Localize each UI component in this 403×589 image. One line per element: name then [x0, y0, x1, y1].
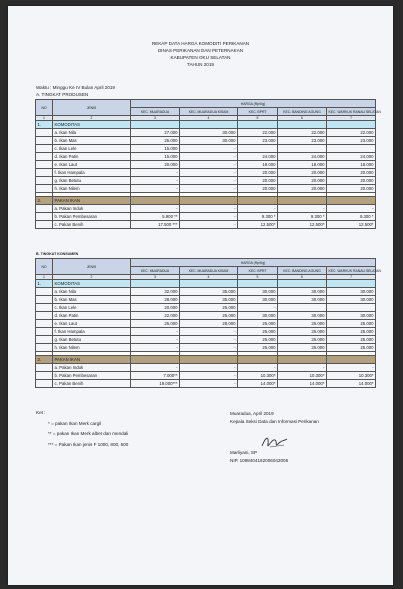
title-line-4: TAHUN 2019 [187, 62, 214, 67]
price-cell: 15.000 [131, 145, 180, 153]
document-page [8, 6, 393, 585]
price-cell [278, 145, 327, 153]
commodity-label: a. Ikan Nila [53, 288, 131, 296]
price-cell: 14.000* [278, 380, 327, 388]
feed-label: c. Pakan Benih [53, 380, 131, 388]
price-cell: - [180, 344, 238, 352]
price-cell: - [238, 304, 278, 312]
title-line-1: REKAP DATA HARGA KOMODITI PERIKANAN [151, 41, 250, 46]
price-cell: 25.000 [180, 304, 238, 312]
col-number: 3 [131, 275, 180, 280]
col-header-jenis: JENIS [53, 100, 131, 116]
table-row [36, 364, 376, 372]
price-cell: 25.000 [278, 328, 327, 336]
col-header-kec: KEC. MUARADUA [131, 108, 180, 116]
price-cell: - [180, 380, 238, 388]
price-cell: 20.000 [238, 177, 278, 185]
feed-label: a. Pakan Induk [53, 364, 131, 372]
price-cell: 24.000 [327, 153, 376, 161]
price-cell: 7.000** [131, 372, 180, 380]
note-line-1: * = pakan Ikan Merk cargil [48, 420, 102, 426]
price-cell: 22.000 [131, 312, 180, 320]
price-cell: 9.300 * [278, 213, 327, 221]
category-no: 1. [36, 280, 53, 288]
price-cell: 20.000 [278, 185, 327, 193]
price-cell: 15.000 [131, 153, 180, 161]
price-cell: - [238, 205, 278, 213]
col-header-kec: KEC. BPRT [238, 267, 278, 275]
price-cell: 30.000 [180, 137, 238, 145]
price-cell: 20.000 [327, 169, 376, 177]
commodity-label: b. Ikan Mas [53, 137, 131, 145]
commodity-label: h. Ikan Nilem [53, 344, 131, 352]
col-number: 3 [131, 116, 180, 121]
price-cell: 30.000 [238, 288, 278, 296]
table-row [36, 288, 376, 296]
price-cell: - [327, 364, 376, 372]
col-header-no: NO [36, 259, 53, 275]
category-label: PAKAN IKAN [53, 197, 131, 205]
table-row [36, 185, 376, 193]
commodity-label: d. Ikan Patin [53, 312, 131, 320]
commodity-label: f. Ikan Hampala [53, 169, 131, 177]
col-header-kec: KEC. WARKUK RANAU SELATAN [328, 268, 381, 273]
price-cell: 12.500* [238, 221, 278, 229]
price-cell: - [180, 169, 238, 177]
price-cell: 18.000 [327, 161, 376, 169]
table-row [36, 336, 376, 344]
price-cell: 30.000 [327, 288, 376, 296]
col-number: 6 [278, 275, 327, 280]
commodity-label: a. Ikan Nila [53, 129, 131, 137]
price-cell: - [131, 177, 180, 185]
price-cell: 30.000 [278, 296, 327, 304]
price-cell: 10.300* [238, 372, 278, 380]
feed-label: c. Pakan Benih [53, 221, 131, 229]
price-cell: 32.000 [131, 288, 180, 296]
price-cell: 12.500* [327, 221, 376, 229]
notes [36, 408, 128, 450]
col-header-kec: KEC. MUARADUA KISAM [180, 108, 238, 116]
consumer-price-table [35, 258, 381, 388]
signatory-name: Marliyani, SP [230, 450, 258, 455]
commodity-label: g. Ikan Betutu [53, 177, 131, 185]
table-row [36, 380, 376, 388]
title-line-2: DINAS PERIKANAN DAN PETERNAKAN [157, 48, 244, 53]
table-row [36, 145, 376, 153]
table-row [36, 153, 376, 161]
price-cell: 28.000 [180, 320, 238, 328]
price-cell: 28.000 [131, 296, 180, 304]
price-cell: 20.000 [238, 169, 278, 177]
col-header-harga: HARGA (Rp/Kg) [131, 259, 376, 267]
price-cell: 10.300* [278, 372, 327, 380]
handwritten-signature [260, 432, 290, 452]
price-cell: 25.000 [131, 320, 180, 328]
col-header-kec: KEC. MUARADUA KISAM [180, 267, 238, 275]
price-cell: - [131, 185, 180, 193]
category-label: PAKAN IKAN [53, 356, 131, 364]
col-number: 2 [53, 275, 131, 280]
price-cell: 30.000 [327, 312, 376, 320]
col-header-kec: KEC. BANDING AGUNG [278, 267, 327, 275]
price-cell: 30.000 [180, 129, 238, 137]
price-cell: 22.000 [278, 129, 327, 137]
price-cell: 5.900 ** [131, 213, 180, 221]
price-cell: 18.000 [278, 161, 327, 169]
price-cell: 25.000 [327, 328, 376, 336]
table-row [36, 312, 376, 320]
col-number: 6 [278, 116, 327, 121]
price-cell: 25.000 [180, 312, 238, 320]
table-row [36, 372, 376, 380]
price-cell [327, 304, 376, 312]
price-cell: 9.300 * [238, 213, 278, 221]
price-cell: 25.000 [327, 336, 376, 344]
price-cell: 9.300 * [327, 213, 376, 221]
price-cell [278, 304, 327, 312]
period-label: Waktu : Minggu Ke IV Bulan April 2019 [36, 85, 115, 90]
table-row [36, 177, 376, 185]
price-cell: 25.000 [238, 336, 278, 344]
price-cell: 23.000 [278, 137, 327, 145]
section-b-label: B. TINGKAT KONSUMEN [36, 252, 79, 256]
col-header-kec: KEC. BPRT [238, 108, 278, 116]
price-cell: 27.000 [131, 129, 180, 137]
price-cell: - [131, 328, 180, 336]
price-cell: 17.500 *** [131, 221, 180, 229]
price-cell: 14.000* [327, 380, 376, 388]
price-cell: 25.000 [278, 344, 327, 352]
price-cell: - [180, 145, 238, 153]
commodity-label: b. Ikan Mas [53, 296, 131, 304]
col-header-harga: HARGA (Rp/Kg) [131, 100, 376, 108]
feed-label: b. Pakan Pembesaran [53, 372, 131, 380]
price-cell: - [180, 213, 238, 221]
category-label: KOMODITAS [53, 121, 131, 129]
signature-place-date: Muaradua, April 2019 [230, 411, 274, 416]
price-cell: 25.000 [278, 336, 327, 344]
price-cell: 25.000 [278, 320, 327, 328]
table-row [36, 205, 376, 213]
commodity-label: e. Ikan Laut [53, 161, 131, 169]
table-row [36, 221, 376, 229]
price-cell: 20.000 [278, 169, 327, 177]
price-cell: 10.300* [327, 372, 376, 380]
col-number: 1 [36, 275, 53, 280]
price-cell: - [180, 336, 238, 344]
commodity-label: g. Ikan Betutu [53, 336, 131, 344]
table-row [36, 129, 376, 137]
table-row [36, 161, 376, 169]
col-header-kec: KEC. WARKUK RANAU SELATAN [328, 109, 381, 114]
price-cell: - [131, 205, 180, 213]
feed-label: a. Pakan Induk [53, 205, 131, 213]
price-cell: - [131, 169, 180, 177]
col-number: 5 [238, 275, 278, 280]
price-cell: 25.000 [238, 344, 278, 352]
signatory-nip: NIP. 1098404162006042005 [230, 458, 289, 463]
col-header-jenis: JENIS [53, 259, 131, 275]
price-cell: - [180, 161, 238, 169]
col-number: 1 [36, 116, 53, 121]
price-cell: - [131, 364, 180, 372]
price-cell [238, 145, 278, 153]
price-cell: 24.000 [278, 153, 327, 161]
price-cell: 20.000 [278, 177, 327, 185]
notes-label: Ket : [36, 410, 46, 415]
price-cell: 20.000 [131, 304, 180, 312]
col-number: 4 [180, 275, 238, 280]
price-cell: 30.000 [278, 312, 327, 320]
feed-label: b. Pakan Pembesaran [53, 213, 131, 221]
col-header-no: NO [36, 100, 53, 116]
price-cell: - [238, 364, 278, 372]
note-line-2: ** = pakan Ikan Merk albet dan mendali [48, 431, 129, 436]
price-cell: 30.000 [238, 312, 278, 320]
price-cell: - [278, 205, 327, 213]
price-cell: 25.000 [327, 344, 376, 352]
commodity-label: h. Ikan Nilem [53, 185, 131, 193]
price-cell: 25.000 [131, 137, 180, 145]
price-cell: 20.000 [327, 185, 376, 193]
price-cell: 20.000 [131, 161, 180, 169]
col-number: 5 [238, 116, 278, 121]
price-cell: - [131, 344, 180, 352]
commodity-label: d. Ikan Patin [53, 153, 131, 161]
price-cell: 30.000 [278, 288, 327, 296]
price-cell: - [180, 372, 238, 380]
table-row [36, 320, 376, 328]
price-cell: 12.500* [278, 221, 327, 229]
price-cell: 23.000 [238, 137, 278, 145]
table-row [36, 328, 376, 336]
col-header-kec: KEC. BANDING AGUNG [278, 108, 327, 116]
document-title [8, 40, 393, 68]
price-cell: 19.000*** [131, 380, 180, 388]
table-row [36, 296, 376, 304]
price-cell: 25.000 [238, 320, 278, 328]
col-number: 7 [327, 116, 376, 121]
price-cell: - [180, 177, 238, 185]
col-number: 4 [180, 116, 238, 121]
price-cell: 24.000 [238, 153, 278, 161]
category-label: KOMODITAS [53, 280, 131, 288]
table-row [36, 344, 376, 352]
producer-price-table [35, 99, 381, 229]
price-cell: 30.000 [327, 296, 376, 304]
price-cell: 23.000 [327, 137, 376, 145]
price-cell: - [327, 205, 376, 213]
table-row [36, 169, 376, 177]
price-cell: 25.000 [238, 328, 278, 336]
price-cell: 35.000 [180, 288, 238, 296]
price-cell: - [180, 205, 238, 213]
price-cell: 14.000* [238, 380, 278, 388]
price-cell: 20.000 [238, 185, 278, 193]
price-cell: 18.000 [238, 161, 278, 169]
price-cell: 25.000 [327, 320, 376, 328]
section-a-label: A. TINGKAT PRODUSEN [36, 92, 89, 97]
col-header-kec: KEC. MUARADUA [131, 267, 180, 275]
price-cell: - [180, 221, 238, 229]
price-cell: - [131, 336, 180, 344]
table-row [36, 213, 376, 221]
col-number: 2 [53, 116, 131, 121]
price-cell: - [180, 328, 238, 336]
commodity-label: c. Ikan Lele [53, 145, 131, 153]
signature-role: Kepala Seksi Data dan Informasi Perikanan [230, 419, 319, 424]
price-cell: - [180, 364, 238, 372]
price-cell: 22.000 [238, 129, 278, 137]
price-cell: 35.000 [180, 296, 238, 304]
category-no: 1. [36, 121, 53, 129]
price-cell [327, 145, 376, 153]
category-no: 2. [36, 197, 53, 205]
table-row [36, 137, 376, 145]
price-cell: 30.000 [238, 296, 278, 304]
table-row [36, 304, 376, 312]
note-line-3: *** = Pakan Ikan jenis F 1000, 800, 500 [48, 441, 129, 447]
category-no: 2. [36, 356, 53, 364]
price-cell: - [180, 153, 238, 161]
price-cell: 20.000 [327, 177, 376, 185]
price-cell: 22.000 [327, 129, 376, 137]
col-number: 7 [327, 275, 376, 280]
commodity-label: c. Ikan Lele [53, 304, 131, 312]
commodity-label: f. Ikan Hampala [53, 328, 131, 336]
commodity-label: e. Ikan Laut [53, 320, 131, 328]
title-line-3: KABUPATEN OKU SELATAN [170, 55, 231, 60]
price-cell: - [180, 185, 238, 193]
price-cell: - [278, 364, 327, 372]
